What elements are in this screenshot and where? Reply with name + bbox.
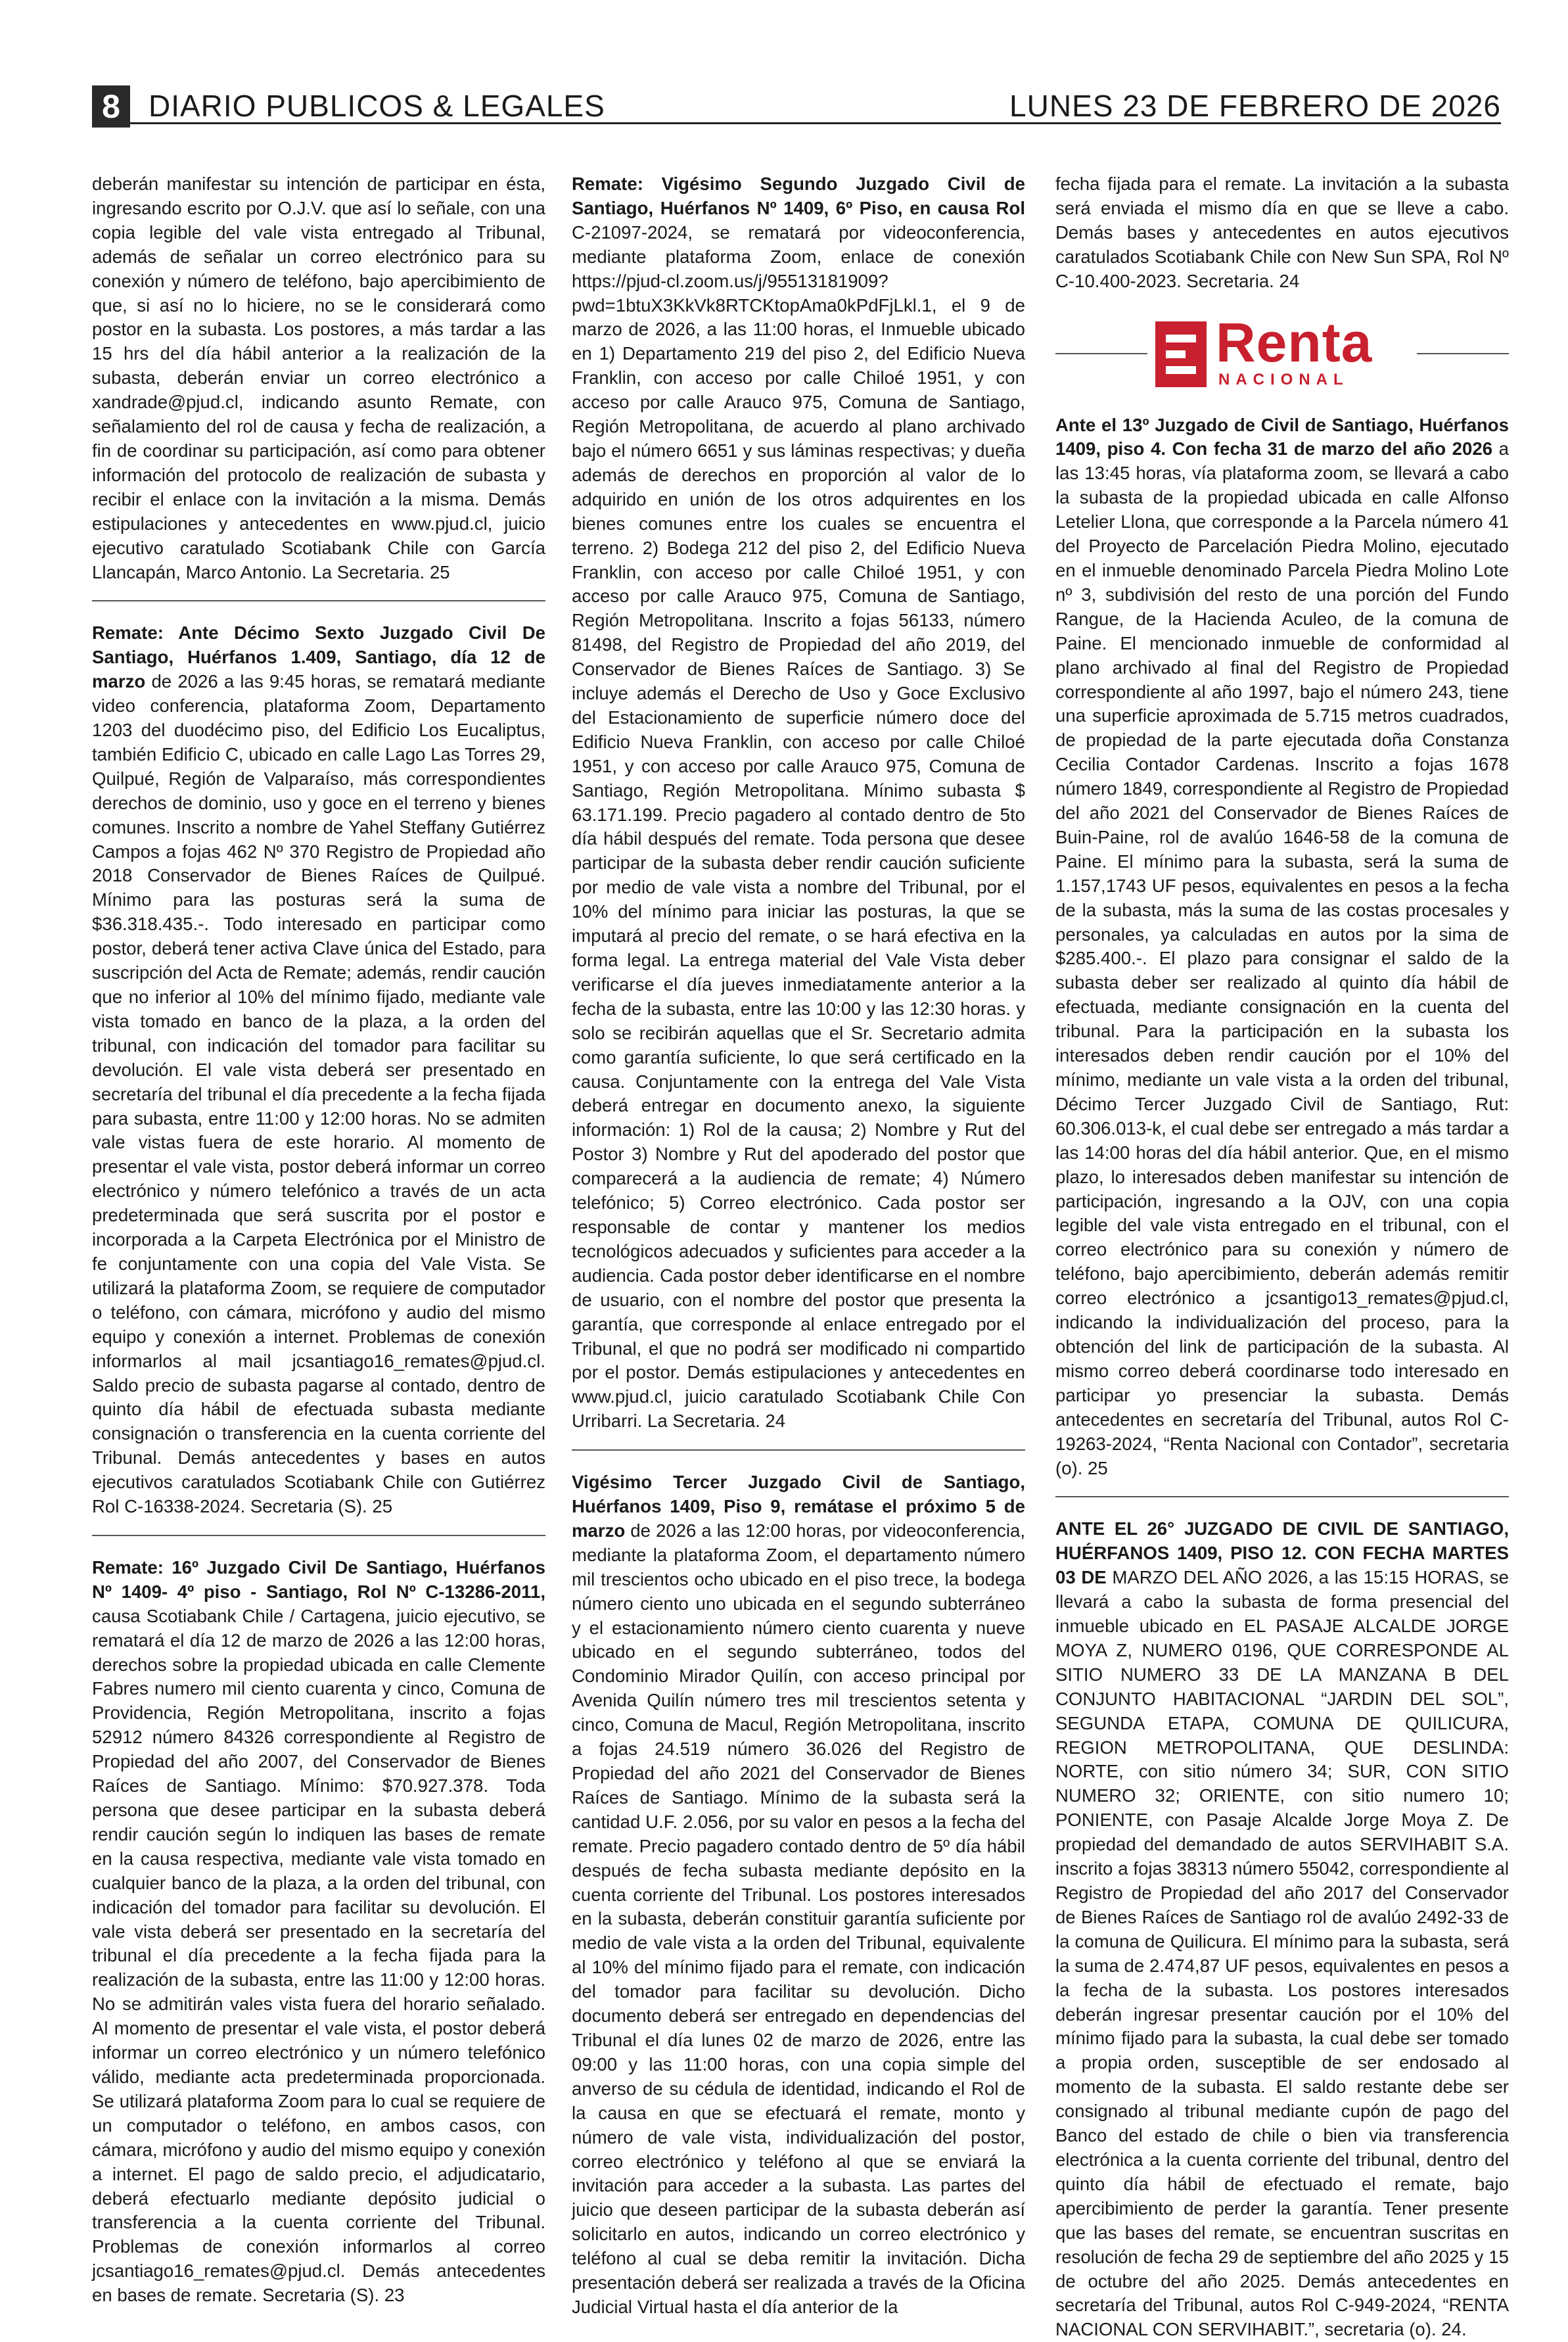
ad-rule-left: [1055, 353, 1147, 354]
page-number: 8: [92, 85, 130, 128]
publication-date: LUNES 23 DE FEBRERO DE 2026: [1009, 89, 1501, 123]
page-header: [92, 82, 1501, 124]
logo-sub-text: NACIONAL: [1218, 370, 1349, 388]
notice-16-juzgado-providencia: Remate: 16º Juzgado Civil De Santiago, Huérfanos Nº 1409- 4º piso - Santiago, Rol Nº C-13286-2011, causa Scotiabank Chile / Cartagena, juicio ejecutivo, se rematará el día 12 de marzo de 2026 a las 12:00 horas, derechos sobre la propiedad ubicada en calle Clemente Fabres numero mil ciento cuarenta y cinco, Comuna de Providencia, Región Metropolitana, inscrito a fojas 52912 número 84326 correspondiente al Registro de Propiedad del año 2007, del Conservador de Bienes Raíces de Santiago. Mínimo: $70.927.378. Toda persona que desee participar en la subasta deberá rendir caución según lo indiquen las bases de remate en la causa respectiva, mediante vale vista tomado en cualquier banco de la plaza, a la orden del tribunal, con indicación del tomador para facilitar su devolución. El vale vista deberá ser presentado en la secretaría del tribunal el día precedente a la fecha fijada para la realización de la subasta, entre las 11:00 y 12:00 horas. No se admitirán vales vista fuera del horario señalado. Al momento de presentar el vale vista, el postor deberá informar un correo electrónico y un número telefónico válido, mediante acta predeterminada proporcionada. Se utilizará plataforma Zoom para lo cual se requiere de un computador o teléfono, en ambos casos, con cámara, micrófono y audio del mismo equipo y conexión a internet. El pago de saldo precio, el adjudicatario, deberá efectuarlo mediante depósito judicial o transferencia a la cuenta corriente del Tribunal. Problemas de conexión informarlos al correo jcsantiago16_remates@pjud.cl. Demás antecedentes en bases de remate. Secretaria (S). 23: [92, 1557, 545, 2306]
notice-divider: [92, 1535, 545, 1536]
notice-continued: deberán manifestar su intención de participar en ésta, ingresando escrito por O.J.V. que así lo señale, con una copia legible del vale vista entregado al Tribunal, además de señalar un correo electrónico para su conexión y número de teléfono, bajo apercibimiento de que, si así no lo hiciere, no se le considerará como postor en la subasta. Los postores, a más tardar a las 15 hrs del día hábil anterior a la realización de la subasta, deberán enviar un correo electrónico a xandrade@pjud.cl, indicando asunto Remate, con señalamiento del rol de causa y fecha de realización, a fin de coordinar su participación, así como para obtener información del protocolo de realización de subasta y recibir el enlace con la invitación a la misma. Demás estipulaciones y antecedentes en www.pjud.cl, juicio ejecutivo caratulado Scotiabank Chile con García Llancapán, Marco Antonio. La Secretaria. 25: [92, 174, 545, 582]
renta-nacional-ad: [1055, 311, 1509, 391]
column-3: [1055, 172, 1509, 2342]
notice-16-juzgado-quilpue: Remate: Ante Décimo Sexto Juzgado Civil De Santiago, Huérfanos 1.409, Santiago, día 12 de marzo de 2026 a las 9:45 horas, se rematará mediante video conferencia, plataforma Zoom, Departamento 1203 del duodécimo piso, del Edificio Los Eucaliptus, también Edificio C, ubicado en calle Lago Las Torres 29, Quilpué, Región de Valparaíso, más correspondientes derechos de dominio, uso y goce en el terreno y bienes comunes. Inscrito a nombre de Yahel Steffany Gutiérrez Campos a fojas 462 Nº 370 Registro de Propiedad año 2018 Conservador de Bienes Raíces de Quilpué. Mínimo para las posturas será la suma de $36.318.435.-. Todo interesado en participar como postor, deberá tener activa Clave única del Estado, para suscripción del Acta de Remate; además, rendir caución que no inferior al 10% del mínimo fijado, mediante vale vista tomado en banco de la plaza, a la orden del tribunal, con indicación del tomador para facilitar su devolución. El vale vista deberá ser presentado en secretaría del tribunal el día precedente a la fecha fijada para subasta, entre 11:00 y 12:00 horas. No se admiten vale vistas fuera de este horario. Al momento de presentar el vale vista, postor deberá informar un correo electrónico y número telefónico a través de un acta predeterminada que será suscrita por el postor e incorporada a la Carpeta Electrónica por el Ministro de fe conjuntamente con una copia del Vale Vista. Se utilizará la plataforma Zoom, se requiere de computador o teléfono, con cámara, micrófono y audio del mismo equipo y conexión a internet. Problemas de conexión informarlos al mail jcsantiago16_remates@pjud.cl. Saldo precio de subasta pagarse al contado, dentro de quinto día hábil de efectuada subasta mediante consignación o transferencia en la cuenta corriente del Tribunal. Demás antecedentes y bases en autos ejecutivos caratulados Scotiabank Chile con Gutiérrez Rol C-16338-2024. Secretaria (S). 25: [92, 622, 545, 1517]
renta-logo-icon: [1155, 321, 1207, 387]
notice-23-juzgado: Vigésimo Tercer Juzgado Civil de Santiago, Huérfanos 1409, Piso 9, remátase el próximo 5 de marzo de 2026 a las 12:00 horas, por videoconferencia, mediante la plataforma Zoom, el departamento número mil trescientos ocho ubicado en el piso trece, la bodega número ciento uno ubicada en el segundo subterráneo y el estacionamiento número ciento cuarenta y nueve ubicado en el segundo subterráneo, todos del Condominio Mirador Quilín, con acceso principal por Avenida Quilín número tres mil trescientos setenta y cinco, Comuna de Macul, Región Metropolitana, inscrito a fojas 24.519 número 36.026 del Registro de Propiedad del año 2021 del Conservador de Bienes Raíces de Santiago. Mínimo de la subasta será la cantidad U.F. 2.056, por su valor en pesos a la fecha del remate. Precio pagadero contado dentro de 5º día hábil después de fecha subasta mediante depósito en la cuenta corriente del Tribunal. Los postores interesados en la subasta, deberán constituir garantía suficiente por medio de vale vista a la orden del Tribunal, equivalente al 10% del mínimo fijado para el remate, con indicación del tomador para facilitar su devolución. Dicho documento deberá ser entregado en dependencias del Tribunal el día lunes 02 de marzo de 2026, entre las 09:00 y las 11:00 horas, con una copia simple del anverso de su cédula de identidad, indicando el Rol de la causa en que se efectuará el remate, monto y número de vale vista, individualización del postor, correo electrónico y teléfono al que se enviará la invitación para acceder a la subasta. Las partes del juicio que deseen participar de la subasta deberán así solicitarlo en autos, indicando un correo electrónico y teléfono al cual se deba remitir la invitación. Dicha presentación deberá ser realizada a través de la Oficina Judicial Virtual hasta el día anterior de la: [572, 1472, 1025, 2317]
logo-brand-text: Renta: [1216, 311, 1373, 373]
publication-title: DIARIO PUBLICOS & LEGALES: [149, 89, 605, 123]
notice-22-juzgado: Remate: Vigésimo Segundo Juzgado Civil de Santiago, Huérfanos Nº 1409, 6º Piso, en causa Rol C-21097-2024, se rematará por videoconferencia, mediante plataforma Zoom, enlace de conexión https://pjud-cl.zoom.us/j/95513181909?pwd=1btuX3KkVk8RTCKtopAma0kPdFjLkl.1, el 9 de marzo de 2026, a las 11:00 horas, el Inmueble ubicado en 1) Departamento 219 del piso 2, del Edificio Nueva Franklin, con acceso por calle Chiloé 1951, y con acceso por calle Arauco 975, Comuna de Santiago, Región Metropolitana, de acuerdo al plano archivado bajo el número 6651 y sus láminas respectivas; y dueña además de derechos en proporción al valor de lo adquirido en unión de los otros adquirentes en los bienes comunes entre los cuales se encuentra el terreno. 2) Bodega 212 del piso 2, del Edificio Nueva Franklin, con acceso por calle Chiloé 1951, y con acceso por calle Arauco 975, Comuna de Santiago, Región Metropolitana. Inscrito a fojas 56133, número 81498, del Registro de Propiedad del año 2019, del Conservador de Bienes Raíces de Santiago. 3) Se incluye además el Derecho de Uso y Goce Exclusivo del Estacionamiento de superficie número doce del Edificio Nueva Franklin, con acceso por calle Chiloé 1951, y con acceso por calle Arauco 975, Comuna de Santiago, Región Metropolitana. Mínimo subasta $ 63.171.199. Precio pagadero al contado dentro de 5to día hábil después del remate. Toda persona que desee participar de la subasta deber rendir caución suficiente por medio de vale vista a nombre del Tribunal, por el 10% del mínimo para iniciar las posturas, la que se imputará al precio del remate, o se hará efectiva en la forma legal. La entrega material del Vale Vista deber verificarse el día jueves inmediatamente anterior a la fecha de la subasta, entre las 10:00 y las 12:30 horas. y solo se recibirán aquellas que el Sr. Secretario admita como garantía suficiente, lo que será certificado en la causa. Conjuntamente con la entrega del Vale Vista deberá entregar en documento anexo, la siguiente información: 1) Rol de la causa; 2) Nombre y Rut del Postor 3) Nombre y Rut del apoderado del postor que comparecerá a la audiencia de remate; 4) Número telefónico; 5) Correo electrónico. Cada postor ser responsable de contar y mantener los medios tecnológicos adecuados y suficientes para acceder a la audiencia. Cada postor deber identificarse en el nombre de usuario, con el nombre del postor que presenta la garantía, que corresponde al enlace entregado por el Tribunal, el que no podrá ser modificado ni compartido por el postor. Demás estipulaciones y antecedentes en www.pjud.cl, juicio caratulado Scotiabank Chile Con Urribarri. La Secretaria. 24: [572, 174, 1025, 1432]
notice-26-juzgado: ANTE EL 26° JUZGADO DE CIVIL DE SANTIAGO, HUÉRFANOS 1409, PISO 12. CON FECHA MARTES 03 DE MARZO DEL AÑO 2026, a las 15:15 HORAS, se llevará a cabo la subasta de forma presencial del inmueble ubicado en EL PASAJE ALCALDE JORGE MOYA Z, NUMERO 0196, QUE CORRESPONDE AL SITIO NUMERO 33 DE LA MANZANA B DEL CONJUNTO HABITACIONAL “JARDIN DEL SOL”, SEGUNDA ETAPA, COMUNA DE QUILICURA, REGION METROPOLITANA, QUE DESLINDA: NORTE, con sitio número 34; SUR, CON SITIO NUMERO 32; ORIENTE, con sitio numero 10; PONIENTE, con Pasaje Alcalde Jorge Moya Z. De propiedad del demandado de autos SERVIHABIT S.A. inscrito a fojas 38313 número 55042, correspondiente al Registro de Propiedad del año 2017 del Conservador de Bienes Raíces de Santiago rol de avalúo 2492-33 de la comuna de Quilicura. El mínimo para la subasta, será la suma de 2.474,87 UF pesos, equivalentes en pesos a la fecha de la subasta. Los postores interesados deberán ingresar presentar caución por el 10% del mínimo fijado para la subasta, la cual debe ser tomado a propia orden, susceptible de ser endosado al momento de la subasta. El saldo restante debe ser consignado al tribunal mediante cupón de pago del Banco del estado de chile o bien via transferencia electrónica a la cuenta corriente del tribunal, dentro del quinto día hábil de efectuado el remate, bajo apercibimiento de perder la garantía. Tener presente que las bases del remate, se encuentran suscritas en resolución de fecha 29 de septiembre del año 2025 y 15 de octubre del año 2025. Demás antecedentes en secretaría del Tribunal, autos Rol C-949-2024, “RENTA NACIONAL CON SERVIHABIT.”, secretaria (o). 24.: [1055, 1518, 1509, 2340]
notice-13-juzgado: Ante el 13º Juzgado de Civil de Santiago, Huérfanos 1409, piso 4. Con fecha 31 de marzo del año 2026 a las 13:45 horas, vía plataforma zoom, se llevará a cabo la subasta de la propiedad ubicada en calle Alfonso Letelier Llona, que corresponde a la Parcela número 41 del Proyecto de Parcelación Piedra Molino, ejecutado en el inmueble denominado Parcela Piedra Molino Lote nº 3, subdivisión del resto de una porción del Fundo Rangue, de la Hacienda Aculeo, de la comuna de Paine. El mencionado inmueble de conformidad al plano archivado al final del Registro de Propiedad correspondiente al año 1997, bajo el número 243, tiene una superficie aproximada de 5.715 metros cuadrados, de propiedad de la parte ejecutada doña Constanza Cecilia Contador Cardenas. Inscrito a fojas 1678 número 1849, correspondiente al Registro de Propiedad del año 2021 del Conservador de Bienes Raíces de Buin-Paine, rol de avalúo 1646-58 de la comuna de Paine. El mínimo para la subasta, será la suma de 1.157,1743 UF pesos, equivalentes en pesos a la fecha de la subasta, más la suma de las costas procesales y personales, ya calculadas en autos por la sima de $285.400.-. El plazo para consignar el saldo de la subasta deber ser realizado al quinto día hábil de efectuada, mediante consignación en la cuenta del tribunal. Para la participación en la subasta los interesados deben rendir caución por el 10% del mínimo, mediante un vale vista a la orden del tribunal, Décimo Tercer Juzgado Civil de Santiago, Rut: 60.306.013-k, el cual debe ser entregado a más tardar a las 14:00 horas del día hábil anterior. Que, en el mismo plazo, lo interesados deben manifestar su intención de participación, ingresando a la OJV, con una copia legible del vale vista entregado en el tribunal, con el correo electrónico para su conexión y número de teléfono, bajo apercibimiento, deberán además remitir correo electrónico a jcsantigo13_remates@pjud.cl, indicando la individualización del proceso, para la obtención del link de participación de la subasta. Al mismo correo deberá coordinarse todo interesado en participar yo presenciar la subasta. Demás antecedentes en secretaría del Tribunal, autos Rol C-19263-2024, “Renta Nacional con Contador”, secretaria (o). 25: [1055, 414, 1509, 1478]
notice-divider: [92, 600, 545, 601]
renta-nacional-logo: [1155, 311, 1408, 391]
column-2: [572, 172, 1025, 2320]
notice-divider: [572, 1449, 1025, 1451]
ad-rule-right: [1417, 353, 1509, 354]
column-1: [92, 172, 545, 2308]
notice-continued-col3: fecha fijada para el remate. La invitación a la subasta será enviada el mismo día en que se lleve a cabo. Demás bases y antecedentes en autos ejecutivos caratulados Scotiabank Chile con New Sun SPA, Rol Nº C-10.400-2023. Secretaria. 24: [1055, 174, 1509, 291]
notice-divider: [1055, 1496, 1509, 1497]
